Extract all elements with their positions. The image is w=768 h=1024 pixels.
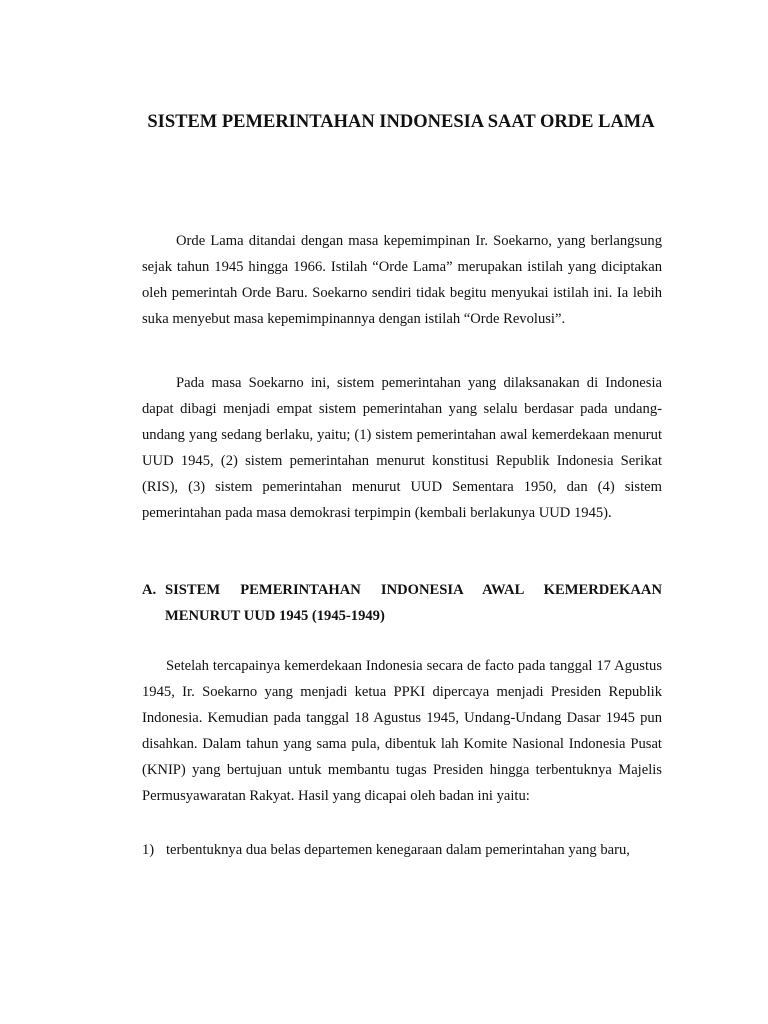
section-a-paragraph: Setelah tercapainya kemerdekaan Indonesia secara de facto pada tanggal 17 Agustus 1945, Ir. Soekarno yang menjadi ketua PPKI dipercaya menjadi Presiden Republik Indonesia. Kemudian pada tanggal 18 Agustus 1945, Undang-Undang Dasar 1945 pun disahkan. Dalam tahun yang sama pula, dibentuk lah Komite Nasional Indonesia Pusat (KNIP) yang bertujuan untuk membantu tugas Presiden hingga terbentuknya Majelis Permusyawaratan Rakyat. Hasil yang dicapai oleh badan ini yaitu: <box>142 658 662 805</box>
intro-paragraph: Orde Lama ditandai dengan masa kepemimpinan Ir. Soekarno, yang berlangsung sejak tahun 1945 hingga 1966. Istilah “Orde Lama” merupakan istilah yang diciptakan oleh pemerintah Orde Baru. Soekarno sendiri tidak begitu menyukai istilah ini. Ia lebih suka menyebut masa kepemimpinannya dengan istilah “Orde Revolusi”. <box>142 233 662 328</box>
list-item <box>142 837 662 863</box>
list-item-number: 1) <box>142 842 155 858</box>
section-a-heading-text: SISTEM PEMERINTAHAN INDONESIA AWAL KEMERDEKAAN MENURUT UUD 1945 (1945-1949) <box>165 582 662 624</box>
page-title: SISTEM PEMERINTAHAN INDONESIA SAAT ORDE LAMA <box>147 112 655 132</box>
section-a-heading <box>142 577 662 629</box>
list-item-text: terbentuknya dua belas departemen kenegaraan dalam pemerintahan yang baru, <box>166 842 630 858</box>
achievements-list <box>142 837 662 863</box>
section-a-marker: A. <box>142 582 157 598</box>
government-systems-paragraph: Pada masa Soekarno ini, sistem pemerintahan yang dilaksanakan di Indonesia dapat dibagi menjadi empat sistem pemerintahan yang selalu berdasar pada undang-undang yang sedang berlaku, yaitu; (1) sistem pemerintahan awal kemerdekaan menurut UUD 1945, (2) sistem pemerintahan menurut konstitusi Republik Indonesia Serikat (RIS), (3) sistem pemerintahan menurut UUD Sementara 1950, dan (4) sistem pemerintahan pada masa demokrasi terpimpin (kembali berlakunya UUD 1945). <box>142 375 662 522</box>
